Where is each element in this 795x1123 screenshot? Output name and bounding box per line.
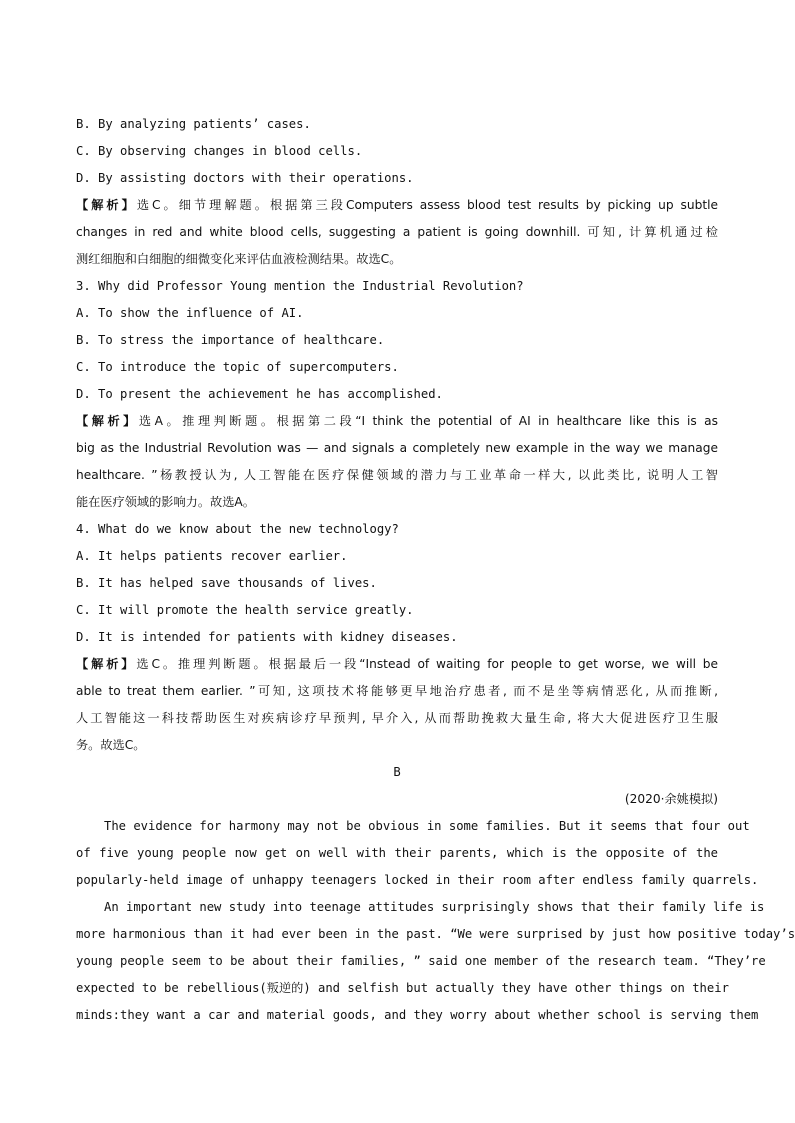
q4-analysis-line-4: 务。故选C。 xyxy=(76,738,146,752)
analysis-tag: 【解析】 xyxy=(76,414,139,428)
section-label: B xyxy=(393,765,401,779)
q3-option-a: A. To show the influence of AI. xyxy=(76,306,304,320)
passage-p2-line-1: An important new study into teenage attitudes surprisingly shows that their family life is xyxy=(104,900,765,914)
passage-p1-line-1: The evidence for harmony may not be obvious in some families. But it seems that four out xyxy=(104,819,750,833)
passage-p1-line-2: of five young people now get on well with their parents, which is the opposite of the xyxy=(76,846,718,860)
q4-analysis-line-3: 人工智能这一科技帮助医生对疾病诊疗早预判, 早介入, 从而帮助挽救大量生命, 将大大促进医疗卫生服 xyxy=(76,711,718,725)
q3-analysis-line-1: 【解析】选A。推理判断题。根据第二段“I think the potential of AI in healthcare like this is as xyxy=(76,414,718,428)
q4-option-a: A. It helps patients recover earlier. xyxy=(76,549,348,563)
q3-analysis-line-2: big as the Industrial Revolution was — and signals a completely new example in the way we manage xyxy=(76,441,718,455)
q2-analysis-line-1: 【解析】选C。细节理解题。根据第三段Computers assess blood test results by picking up subtle xyxy=(76,198,718,212)
q3-question: 3. Why did Professor Young mention the Industrial Revolution? xyxy=(76,279,524,293)
q4-option-c: C. It will promote the health service greatly. xyxy=(76,603,414,617)
q3-option-d: D. To present the achievement he has accomplished. xyxy=(76,387,443,401)
q4-option-d: D. It is intended for patients with kidney diseases. xyxy=(76,630,458,644)
passage-p1-line-3: popularly-held image of unhappy teenagers locked in their room after endless family quarrels. xyxy=(76,873,759,887)
passage-p2-line-3: young people seem to be about their families, ” said one member of the research team. “They’re xyxy=(76,954,766,968)
q2-analysis-line-3: 测红细胞和白细胞的细微变化来评估血液检测结果。故选C。 xyxy=(76,252,402,266)
q2-option-c: C. By observing changes in blood cells. xyxy=(76,144,363,158)
q2-analysis-line-2: changes in red and white blood cells, suggesting a patient is going downhill. 可知, 计算机通过检 xyxy=(76,225,718,239)
passage-p2-line-4: expected to be rebellious(叛逆的) and selfish but actually they have other things on their xyxy=(76,981,729,995)
analysis-tag: 【解析】 xyxy=(76,198,137,212)
q4-option-b: B. It has helped save thousands of lives. xyxy=(76,576,377,590)
q2-option-d: D. By assisting doctors with their operations. xyxy=(76,171,414,185)
q4-analysis-line-1: 【解析】选C。推理判断题。根据最后一段“Instead of waiting for people to get worse, we will be xyxy=(76,657,719,671)
q4-analysis-line-2: able to treat them earlier. ”可知, 这项技术将能够更早地治疗患者, 而不是坐等病情恶化, 从而推断, xyxy=(76,684,718,698)
source-note: (2020·余姚模拟) xyxy=(624,792,718,806)
q3-analysis-line-3: healthcare. ”杨教授认为, 人工智能在医疗保健领域的潜力与工业革命一样大, 以此类比, 说明人工智 xyxy=(76,468,718,482)
passage-p2-line-5: minds:they want a car and material goods, and they worry about whether school is serving them xyxy=(76,1008,759,1022)
passage-p2-line-2: more harmonious than it had ever been in the past. “We were surprised by just how positive today’s xyxy=(76,927,795,941)
document-page xyxy=(76,111,795,1029)
q3-analysis-line-4: 能在医疗领域的影响力。故选A。 xyxy=(76,495,255,509)
q4-question: 4. What do we know about the new technology? xyxy=(76,522,399,536)
q3-option-c: C. To introduce the topic of supercomputers. xyxy=(76,360,399,374)
analysis-tag: 【解析】 xyxy=(76,657,137,671)
q3-option-b: B. To stress the importance of healthcare. xyxy=(76,333,385,347)
q2-option-b: B. By analyzing patients’ cases. xyxy=(76,117,311,131)
